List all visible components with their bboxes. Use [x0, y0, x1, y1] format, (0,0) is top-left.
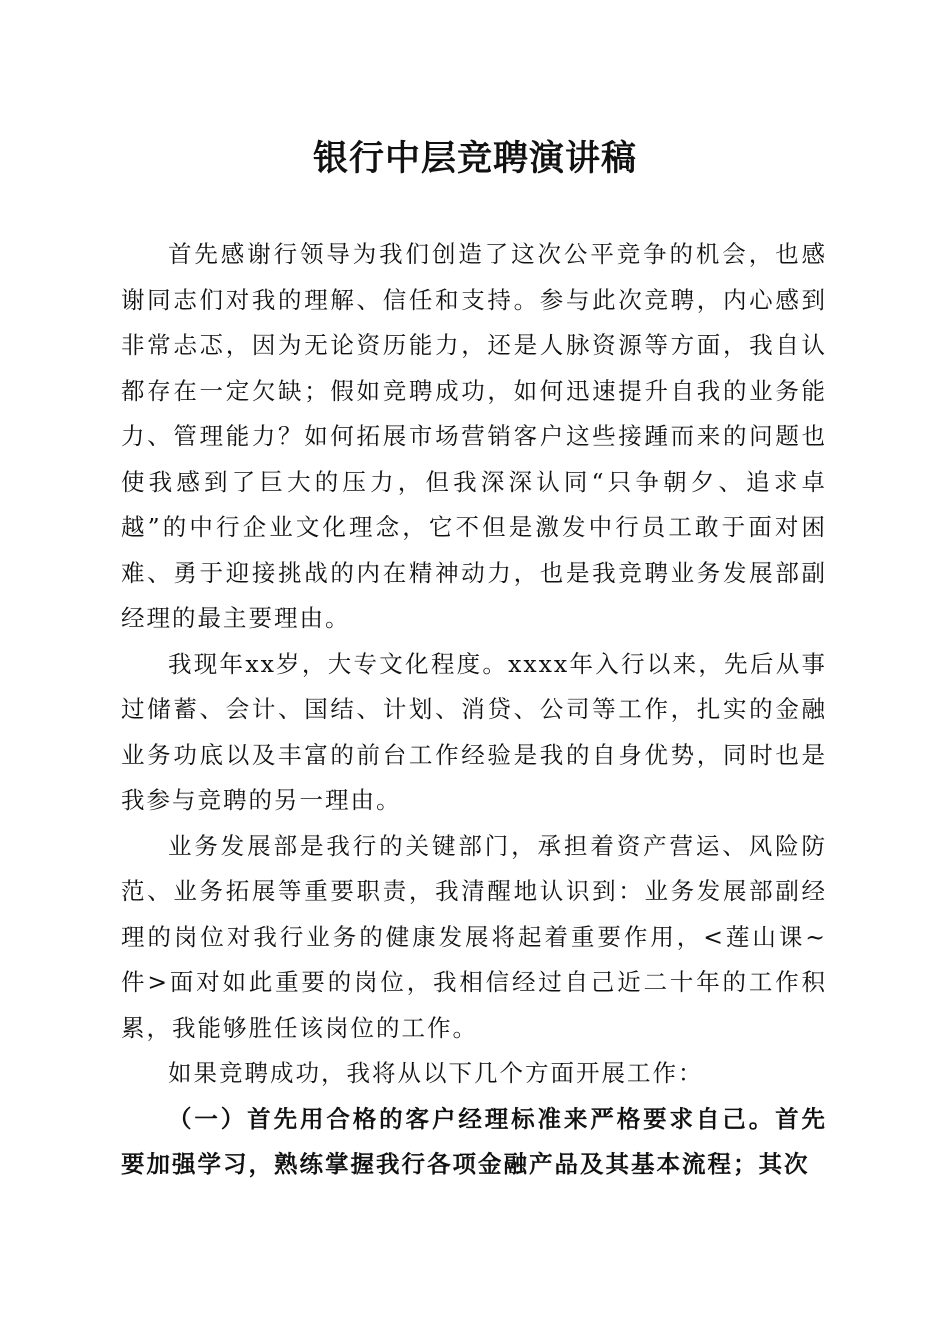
paragraph-department: 业务发展部是我行的关键部门，承担着资产营运、风险防范、业务拓展等重要职责，我清醒地认识到：业务发展部副经理的岗位对我行业务的健康发展将起着重要作用，<莲山课~件>面对如此重要的岗位，我相信经过自己近二十年的工作积累，我能够胜任该岗位的工作。: [121, 831, 827, 1042]
paragraph-plan-intro: 如果竞聘成功，我将从以下几个方面开展工作：: [168, 1059, 704, 1087]
paragraph-background: 我现年xx岁，大专文化程度。xxxx年入行以来，先后从事过储蓄、会计、国结、计划、消贷、公司等工作，扎实的金融业务功底以及丰富的前台工作经验是我的自身优势，同时也是我参与竞聘的另一理由。: [121, 649, 827, 814]
paragraph-plan-item-1: （一）首先用合格的客户经理标准来严格要求自己。首先要加强学习，熟练掌握我行各项金融产品及其基本流程；其次: [121, 1104, 827, 1178]
document-title: 银行中层竞聘演讲稿: [312, 138, 637, 179]
paragraph-gratitude: 首先感谢行领导为我们创造了这次公平竞争的机会，也感谢同志们对我的理解、信任和支持。参与此次竞聘，内心感到非常忐忑，因为无论资历能力，还是人脉资源等方面，我自认都存在一定欠缺；假如竞聘成功，如何迅速提升自我的业务能力、管理能力？如何拓展市场营销客户这些接踵而来的问题也使我感到了巨大的压力，但我深深认同“只争朝夕、追求卓越”的中行企业文化理念，它不但是激发中行员工敢于面对困难、勇于迎接挑战的内在精神动力，也是我竞聘业务发展部副经理的最主要理由。: [121, 240, 827, 632]
document-body: [121, 232, 827, 1188]
